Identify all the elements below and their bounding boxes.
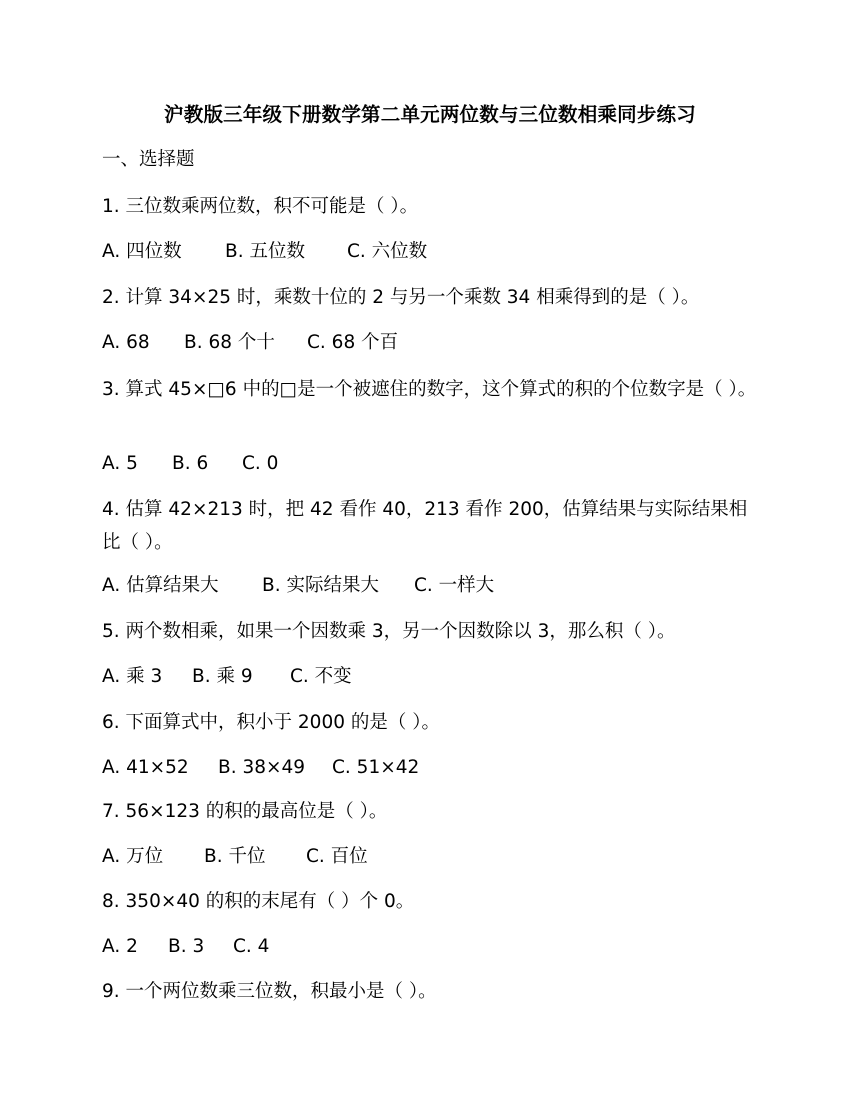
question-5-options [102,663,352,691]
question-8: 8. 350×40 的积的末尾有（ ）个 0。 [102,891,415,912]
option-a: A. 估算结果大 [102,575,219,596]
question-7-options [102,843,368,871]
option-c: C. 4 [233,936,270,957]
question-2-options [102,329,398,357]
option-c: C. 百位 [306,846,368,867]
question-6: 6. 下面算式中，积小于 2000 的是（ ）。 [102,712,441,733]
option-c: C. 一样大 [414,575,495,596]
option-b: B. 6 [172,453,209,474]
option-b: B. 五位数 [225,241,305,262]
option-a: A. 5 [102,453,138,474]
option-c: C. 不变 [290,666,352,687]
option-a: A. 乘 3 [102,666,163,687]
option-a: A. 41×52 [102,757,189,778]
option-a: A. 万位 [102,846,164,867]
question-4: 4. 估算 42×213 时，把 42 看作 40，213 看作 200，估算结果与实际结果相比（ ）。 [102,499,748,553]
question-8-options [102,933,269,961]
option-c: C. 68 个百 [307,332,399,353]
option-b: B. 实际结果大 [262,575,379,596]
option-b: B. 3 [168,936,205,957]
option-a: A. 四位数 [102,241,182,262]
option-a: A. 68 [102,332,150,353]
question-7: 7. 56×123 的积的最高位是（ ）。 [102,801,388,822]
option-c: C. 0 [242,453,279,474]
option-b: B. 千位 [204,846,266,867]
question-1: 1. 三位数乘两位数，积不可能是（ ）。 [102,196,419,217]
question-5: 5. 两个数相乘，如果一个因数乘 3，另一个因数除以 3，那么积（ ）。 [102,621,676,642]
section-heading: 一、选择题 [102,149,195,170]
option-a: A. 2 [102,936,138,957]
question-2: 2. 计算 34×25 时，乘数十位的 2 与另一个乘数 34 相乘得到的是（ ）。 [102,287,700,308]
question-6-options [102,754,419,782]
option-c: C. 51×42 [332,757,420,778]
question-9: 9. 一个两位数乘三位数，积最小是（ ）。 [102,981,437,1002]
question-4-options [102,572,494,600]
document-title: 沪教版三年级下册数学第二单元两位数与三位数相乘同步练习 [164,103,696,126]
option-c: C. 六位数 [347,241,428,262]
option-b: B. 乘 9 [192,666,253,687]
question-1-options [102,238,427,266]
question-3-options [102,450,278,478]
option-b: B. 68 个十 [184,332,275,353]
option-b: B. 38×49 [218,757,306,778]
question-3: 3. 算式 45×□6 中的□是一个被遮住的数字，这个算式的积的个位数字是（ ）。 [102,379,757,400]
